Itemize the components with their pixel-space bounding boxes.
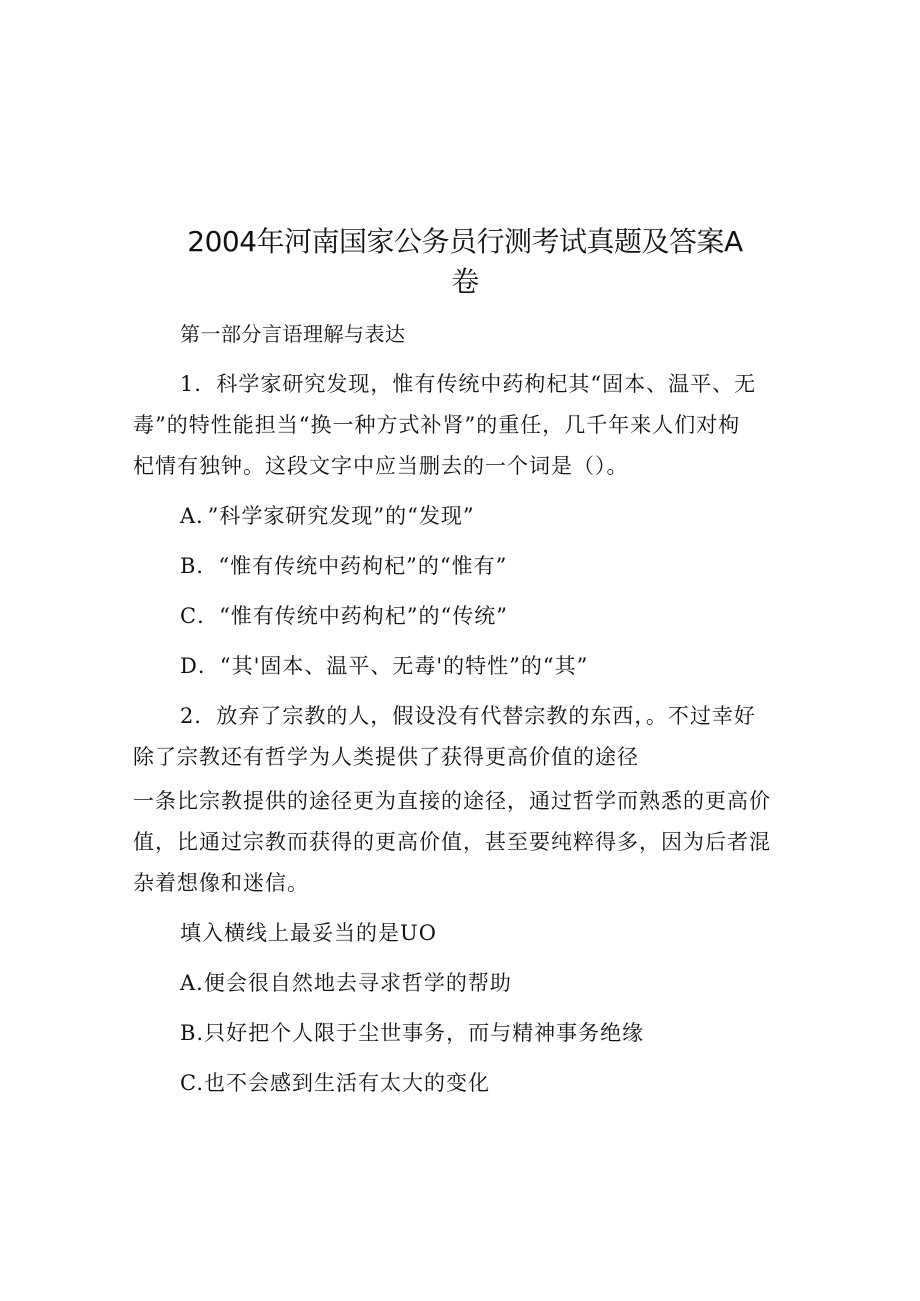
q2-stem-line-2: 除了宗教还有哲学为人类提供了获得更高价值的途径 — [133, 745, 639, 769]
title-line-2: 卷 — [451, 265, 479, 298]
q1-option-b: B．“惟有传统中药枸杞”的“惟有” — [180, 554, 508, 578]
q2-option-c: C.也不会感到生活有太大的变化 — [180, 1071, 490, 1095]
q2-option-b: B.只好把个人限于尘世事务，而与精神事务绝缘 — [180, 1021, 645, 1045]
q2-stem-line-1: 2．放弃了宗教的人，假设没有代替宗教的东西，。不过幸好 — [180, 704, 756, 728]
title-line-1: 2004年河南国家公务员行测考试真题及答案A — [187, 225, 743, 258]
q2-stem-line-5: 杂着想像和迷信。 — [133, 871, 309, 895]
q2-prompt: 填入横线上最妥当的是UO — [180, 921, 437, 945]
q1-stem-line-2: 毒”的特性能担当“换一种方式补肾”的重任，几千年来人们对枸 — [133, 413, 741, 437]
document-title — [140, 222, 790, 302]
q2-stem-line-4: 值，比通过宗教而获得的更高价值，甚至要纯粹得多，因为后者混 — [133, 830, 771, 854]
q1-stem-line-3: 杞情有独钟。这段文字中应当删去的一个词是（）。 — [133, 454, 629, 478]
q2-stem-line-3: 一条比宗教提供的途径更为直接的途径，通过哲学而熟悉的更高价 — [133, 789, 771, 813]
q1-option-a: A．”科学家研究发现”的“发现” — [180, 504, 475, 528]
q2-option-a: A.便会很自然地去寻求哲学的帮助 — [180, 971, 512, 995]
section-heading: 第一部分言语理解与表达 — [180, 322, 406, 346]
q1-option-d: D．“其'固本、温平、无毒'的特性”的“其” — [180, 654, 589, 678]
q1-stem-line-1: 1．科学家研究发现，惟有传统中药枸杞其“固本、温平、无 — [180, 372, 757, 396]
q1-option-c: C．“惟有传统中药枸杞”的“传统” — [180, 604, 509, 628]
